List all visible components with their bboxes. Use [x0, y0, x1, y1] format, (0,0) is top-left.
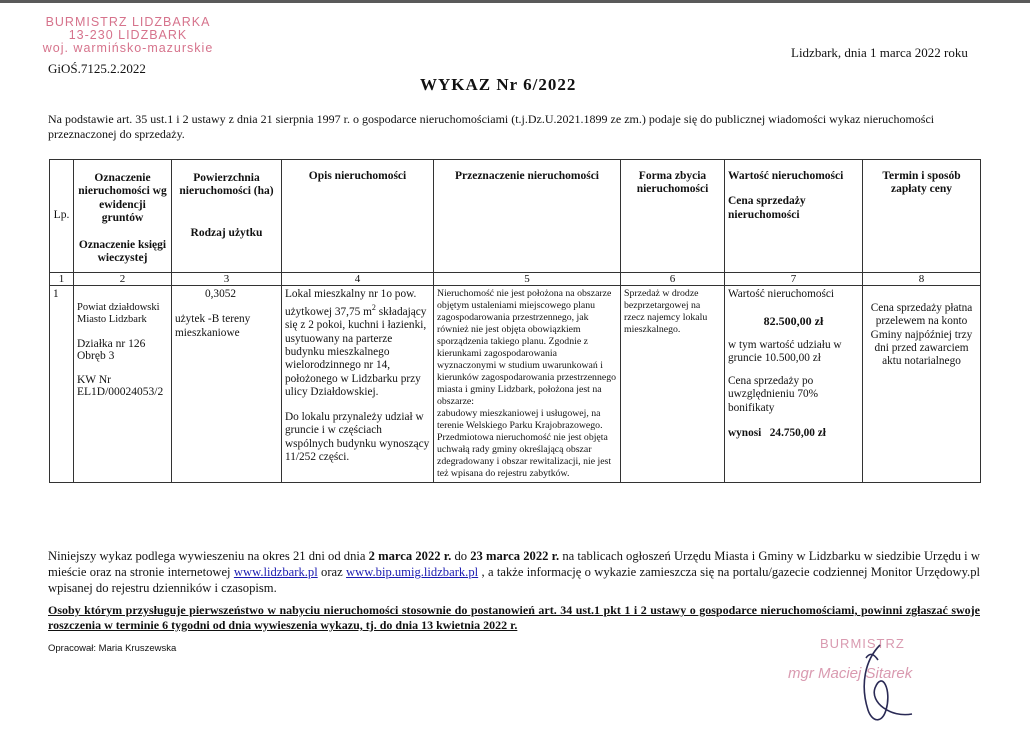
area-unit-exponent: 2	[371, 303, 376, 313]
land-book-number: EL1D/00024053/2	[77, 386, 164, 398]
notice-text-3: na tablicach ogłoszeń Urzędu Miasta i Gminy w Lidzbarku w siedzibie Urzędu i w mieście oraz na stronie internetowej	[48, 549, 980, 579]
place-and-date: Lidzbark, dnia 1 marca 2022 roku	[791, 45, 968, 60]
description-main	[285, 288, 430, 399]
row-lp: 1	[50, 286, 74, 483]
header-value-label: Wartość nieruchomości	[728, 170, 844, 182]
header-area	[172, 160, 282, 273]
purpose-revitalization: Przedmiotowa nieruchomość nie jest objęta uchwałą rady gminy określającą obszar zdegradowany i obszar rewitalizacji, nie jest też wpisana do rejestru zabytków.	[437, 432, 612, 479]
sale-price	[728, 427, 859, 440]
description-text-b: składający się z 2 pokoi, kuchni i łazienki, usytuowany na parterze budynku mieszkalnego wielorodzinnego nr 14, położonego w Lidzbarku przy ulicy Działdowskiej.	[285, 306, 427, 398]
office-stamp	[28, 16, 228, 55]
header-value	[725, 160, 863, 273]
intro-paragraph: Na podstawie art. 35 ust.1 i 2 ustawy z dnia 21 sierpnia 1997 r. o gospodarce nieruchomościami (t.j.Dz.U.2021.1899 ze zm.) podaje się do publicznej wiadomości wykaz nieruchomości przeznaczonej do sprzedaży.	[48, 112, 935, 141]
description-text-a: Lokal mieszkalny nr 1o pow. użytkowej 37,75 m	[285, 288, 417, 319]
column-number: 8	[863, 273, 981, 286]
sale-price-prefix: wynosi	[728, 427, 762, 440]
description-cell	[282, 286, 434, 483]
sale-form-cell: Sprzedaż w drodze bezprzetargowej na rzecz najemcy lokalu mieszkalnego.	[621, 286, 725, 483]
column-number: 1	[50, 273, 74, 286]
area-value: 0,3052	[204, 288, 237, 300]
value-cell	[725, 286, 863, 483]
column-number: 5	[434, 273, 621, 286]
precinct-number: Obręb 3	[77, 350, 115, 362]
notice-date-to: 23 marca 2022 r.	[470, 549, 560, 563]
bip-link[interactable]: www.bip.umig.lidzbark.pl	[346, 565, 479, 579]
header-purpose: Przeznaczenie nieruchomości	[434, 160, 621, 273]
header-sale-form: Forma zbycia nieruchomości	[621, 160, 725, 273]
column-number-row	[50, 273, 981, 286]
sale-price-value: 24.750,00 zł	[769, 427, 826, 440]
purpose-zone: zabudowy mieszkaniowej i usługowej, na terenie Welskiego Parku Krajobrazowego.	[437, 408, 603, 431]
prepared-by: Opracował: Maria Kruszewska	[48, 643, 177, 654]
column-number: 2	[74, 273, 172, 286]
land-designation-cell	[74, 286, 172, 483]
header-lp: Lp.	[50, 160, 74, 273]
notice-text-1: Niniejszy wykaz podlega wywieszeniu na okres 21 dni od dnia	[48, 549, 369, 563]
posting-notice	[48, 548, 980, 596]
notice-text-5: , a także informację o wykazie zamieszcza się na portalu/gazecie codziennej Monitor Urzędowy.pl wpisanej do rejestru dzienników i czasopism.	[48, 565, 980, 595]
area-cell	[172, 286, 282, 483]
handwritten-signature	[820, 640, 940, 730]
column-number: 6	[621, 273, 725, 286]
purpose-plan-status: Nieruchomość nie jest położona na obszarze objętym ustaleniami miejscowego planu zagospodarowania przestrzennego, jak również nie jest objęta obowiązkiem sporządzenia takiego planu. Zgodnie z kierunkami zagospodarowania wyznaczonymi w studium uwarunkowań i kierunków zagospodarowania przestrzennego miasta i gminy Lidzbark, położona jest na obszarze:	[437, 288, 616, 407]
plot-number: Działka nr 126	[77, 338, 146, 350]
use-type-value: użytek -B tereny mieszkaniowe	[175, 313, 251, 339]
payment-terms-text: Cena sprzedaży płatna przelewem na konto Gminy najpóźniej trzy dni przed zawarciem aktu notarialnego	[870, 302, 973, 368]
property-value: 82.500,00 zł	[763, 314, 824, 329]
stamp-line-1: BURMISTRZ LIDZBARKA	[45, 15, 211, 29]
header-land-designation	[74, 160, 172, 273]
stamp-line-3: woj. warmińsko-mazurskie	[42, 41, 214, 55]
property-list-table	[49, 159, 981, 483]
document-title: WYKAZ Nr 6/2022	[420, 75, 577, 94]
column-number: 7	[725, 273, 863, 286]
priority-claim-notice: Osoby którym przysługuje pierwszeństwo w nabyciu nieruchomości stosownie do postanowień art. 34 ust.1 pkt 1 i 2 ustawy o gospodarce nieruchomościami, powinni zgłaszać swoje roszczenia w terminie 6 tygodni od dnia wywieszenia wykazu, tj. do dnia 13 kwietnia 2022 r.	[48, 603, 980, 632]
land-book-label: KW Nr	[77, 374, 111, 386]
table-row	[50, 286, 981, 483]
column-number: 3	[172, 273, 282, 286]
header-area-label: Powierzchnia nieruchomości (ha)	[179, 172, 274, 198]
header-land-registry: Oznaczenie nieruchomości wg ewidencji gruntów	[78, 172, 167, 224]
table-header-row	[50, 160, 981, 273]
price-after-discount-label: Cena sprzedaży po uwzględnieniu 70% bonifikaty	[728, 375, 819, 414]
mayor-title-stamp: BURMISTRZ	[820, 636, 905, 651]
header-price-label: Cena sprzedaży nieruchomości	[728, 195, 806, 221]
district-name: Powiat działdowski	[77, 302, 160, 313]
website-link[interactable]: www.lidzbark.pl	[233, 565, 318, 579]
reference-number: GiOŚ.7125.2.2022	[48, 61, 146, 76]
column-number: 4	[282, 273, 434, 286]
top-border-line	[0, 0, 1030, 3]
header-use-type: Rodzaj użytku	[190, 226, 263, 239]
land-share-value: w tym wartość udziału w gruncie 10.500,00 zł	[728, 338, 842, 364]
description-share: Do lokalu przynależy udział w gruncie i w częściach wspólnych budynku wynoszący 11/252 części.	[285, 411, 430, 464]
purpose-cell	[434, 286, 621, 483]
stamp-line-2: 13-230 LIDZBARK	[68, 28, 188, 42]
notice-text-2: do	[451, 549, 471, 563]
town-name: Miasto Lidzbark	[77, 314, 147, 325]
mayor-name-stamp: mgr Maciej Sitarek	[788, 665, 913, 682]
header-land-book: Oznaczenie księgi wieczystej	[78, 239, 167, 265]
notice-date-from: 2 marca 2022 r.	[368, 549, 452, 563]
notice-text-4: oraz	[317, 565, 347, 579]
header-payment-terms: Termin i sposób zapłaty ceny	[863, 160, 981, 273]
payment-terms-cell	[863, 286, 981, 483]
value-label: Wartość nieruchomości	[728, 288, 835, 300]
header-description: Opis nieruchomości	[282, 160, 434, 273]
